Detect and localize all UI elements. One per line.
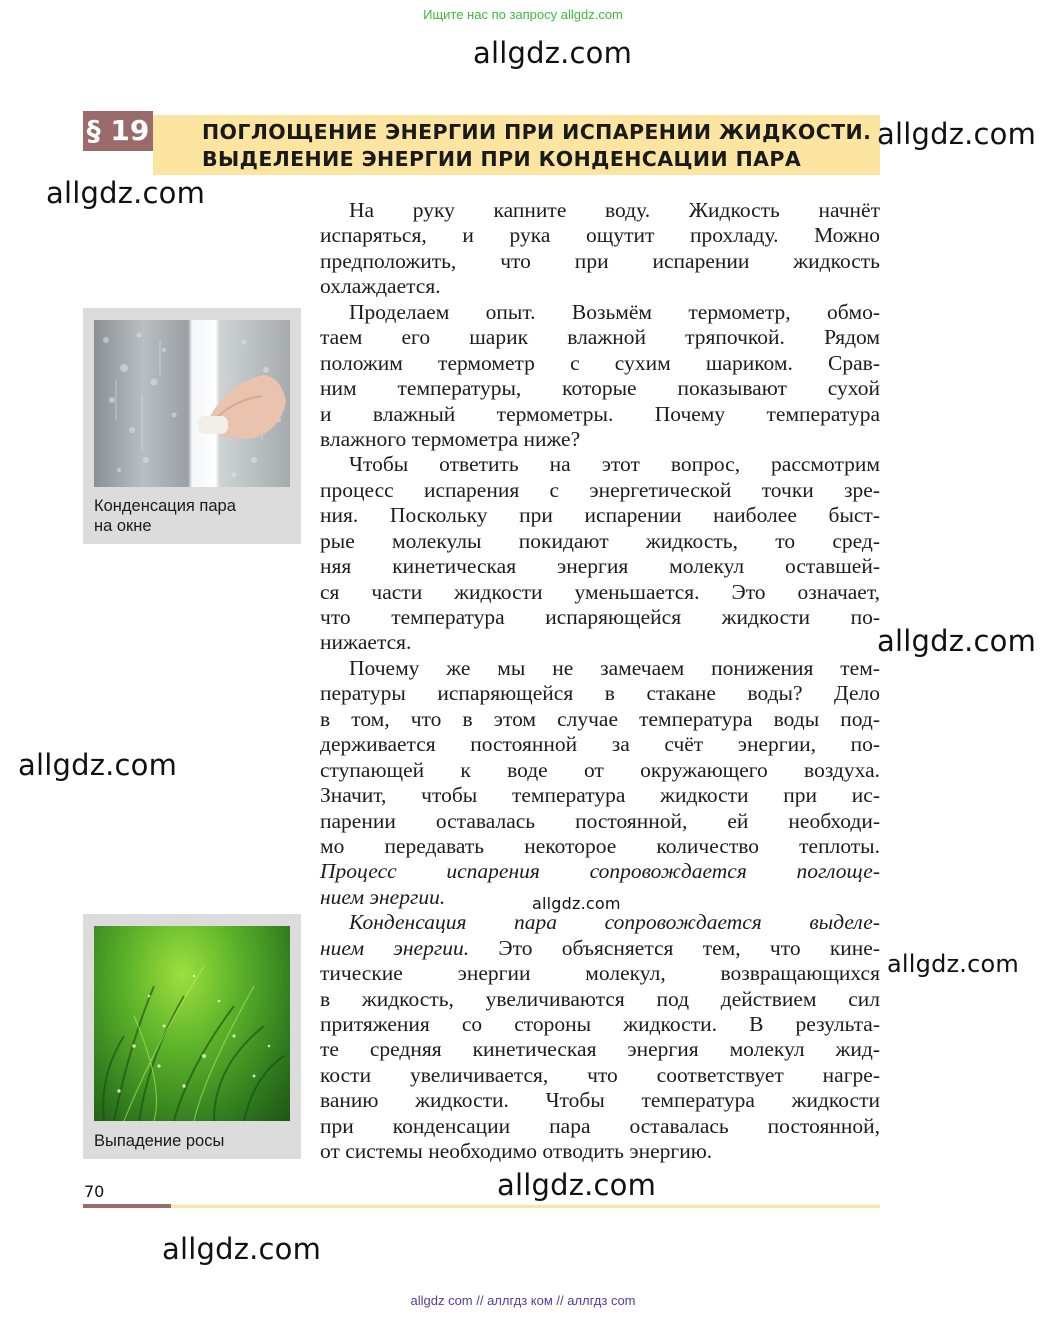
text-line: парении оставалась постоянной, ей необходи- — [320, 808, 880, 833]
text-line: ся части жидкости уменьшается. Это означает, — [320, 579, 880, 604]
watermark-bottom-center: allgdz.com — [497, 1168, 657, 1202]
section-title-line-1: ПОГЛОЩЕНИЕ ЭНЕРГИИ ПРИ ИСПАРЕНИИ ЖИДКОСТИ. — [202, 120, 872, 144]
text-line: таем его шарик влажной тряпочкой. Рядом — [320, 325, 880, 350]
text-line: те средняя кинетическая энергия молекул жид- — [320, 1037, 880, 1062]
body-text — [320, 198, 880, 1165]
text-line: при конденсации пара оставалась постоянной, — [320, 1113, 880, 1138]
text-line: испаряться, и рука ощутит прохладу. Можно — [320, 223, 880, 248]
text-line: влажного термометра ниже? — [320, 426, 581, 451]
figure-condensation-caption — [94, 496, 236, 536]
page-number: 70 — [84, 1182, 105, 1201]
dew-grass-photo — [94, 926, 290, 1121]
section-number-badge: § 19 — [83, 111, 153, 151]
text-line: ванию жидкости. Чтобы температура жидкости — [320, 1088, 880, 1113]
footer-rule — [171, 1205, 880, 1208]
text-line: процесс испарения с энергетической точки зре- — [320, 477, 880, 502]
text-line-italic: Конденсация пара сопровождается выделе- — [349, 910, 880, 935]
text-line: притяжения со стороны жидкости. В результа- — [320, 1012, 880, 1036]
text-line: ния. Поскольку при испарении наиболее быст- — [320, 503, 880, 528]
text-line: Значит, чтобы температура жидкости при ис- — [320, 783, 880, 808]
footer-links[interactable]: allgdz com // аллгдз ком // аллгдз com — [410, 1293, 636, 1308]
caption-line-1: Конденсация пара — [94, 497, 236, 515]
text-line: в том, что в этом случае температура воды под- — [320, 706, 880, 731]
caption-line-2: на окне — [94, 517, 152, 535]
header-search-link[interactable]: Ищите нас по запросу allgdz.com — [423, 7, 623, 22]
text-line: няя кинетическая энергия молекул оставшей- — [320, 554, 880, 579]
section-title — [202, 119, 882, 173]
text-line: предположить, что при испарении жидкость — [320, 248, 880, 273]
section-title-line-2: ВЫДЕЛЕНИЕ ЭНЕРГИИ ПРИ КОНДЕНСАЦИИ ПАРА — [202, 147, 802, 171]
text-line: Чтобы ответить на этот вопрос, рассмотрим — [349, 452, 880, 477]
text-line: Проделаем опыт. Возьмём термометр, обмо- — [349, 299, 880, 324]
watermark-left-top: allgdz.com — [46, 176, 206, 210]
text-line: ним температуры, которые показывают сухой — [320, 376, 880, 401]
condensation-window-photo — [94, 320, 290, 487]
text-line: ступающей к воде от окружающего воздуха. — [320, 757, 880, 782]
text-line: что температура испаряющейся жидкости по- — [320, 605, 880, 629]
text-line: пературы испаряющейся в стакане воды? Дело — [320, 681, 880, 706]
text-line: охлаждается. — [320, 274, 441, 299]
watermark-right-mid: allgdz.com — [877, 624, 1037, 658]
text-line: мо передавать некоторое количество теплоты. — [320, 833, 880, 858]
text-line: На руку капните воду. Жидкость начнёт — [349, 198, 880, 222]
text-line: рые молекулы покидают жидкость, то сред- — [320, 528, 880, 553]
watermark-right-low: allgdz.com — [887, 950, 1019, 978]
text-line: нижается. — [320, 630, 412, 655]
text-line: тические энергии молекул, возвращающихся — [320, 961, 880, 986]
text-line: от системы необходимо отводить энергию. — [320, 1139, 713, 1164]
watermark-right-title: allgdz.com — [877, 117, 1037, 151]
watermark-top: allgdz.com — [473, 36, 633, 70]
text-line: Почему же мы не замечаем понижения тем- — [349, 655, 880, 680]
watermark-left-mid: allgdz.com — [18, 748, 178, 782]
footer-rule-accent — [83, 1204, 171, 1208]
text-line: и влажный термометры. Почему температура — [320, 401, 880, 426]
text-line-italic: нием энергии. — [320, 884, 446, 909]
text-line-mixed — [320, 936, 880, 961]
watermark-bottom-left: allgdz.com — [162, 1232, 322, 1266]
text-line: положим термометр с сухим шариком. Срав- — [320, 350, 880, 375]
watermark-center-small: allgdz.com — [532, 894, 621, 913]
text-line: в жидкость, увеличиваются под действием сил — [320, 986, 880, 1011]
text-line-italic: Процесс испарения сопровождается поглоще- — [320, 859, 880, 884]
text-line: держивается постоянной за счёт энергии, по- — [320, 732, 880, 757]
text-run: Это объясняется тем, что кине- — [469, 935, 880, 960]
text-line: кости увеличивается, что соответствует нагре- — [320, 1062, 880, 1087]
text-run-italic: нием энергии. — [320, 935, 470, 960]
figure-dew-caption: Выпадение росы — [94, 1132, 225, 1150]
